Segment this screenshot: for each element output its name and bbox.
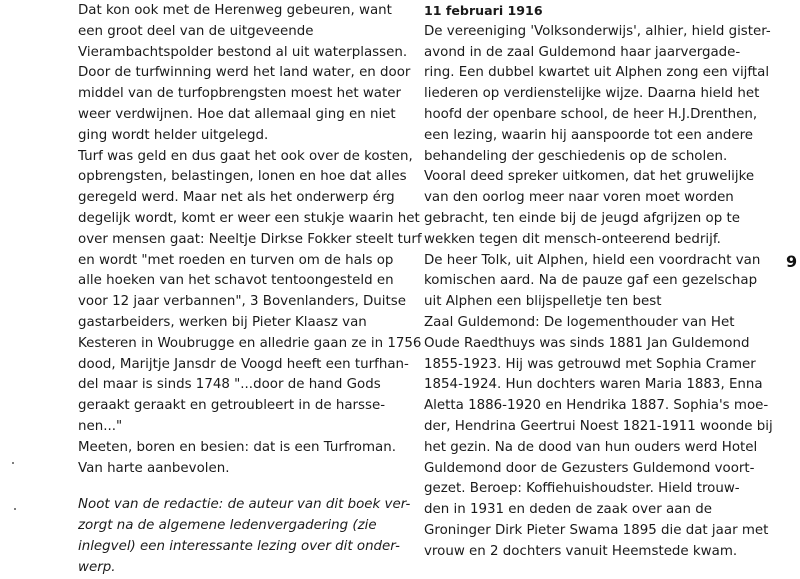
text-line: Dat kon ook met de Herenweg gebeuren, want	[78, 3, 392, 18]
editorial-note	[78, 495, 411, 578]
text-line: Zaal Guldemond: De logementhouder van Het	[424, 314, 735, 330]
text-line: behandeling der geschiedenis op de scholen.	[424, 148, 728, 164]
text-line: De heer Tolk, uit Alphen, hield een voordracht van	[424, 252, 761, 268]
text-line: een groot deel van de uitgeveende	[78, 23, 314, 39]
text-line: over mensen gaat: Neeltje Dirkse Fokker steelt turf	[78, 231, 422, 247]
text-line: den in 1931 en deden de zaak over aan de	[424, 502, 712, 518]
right-column	[424, 0, 773, 563]
note-line: Noot van de redactie: de auteur van dit boek ver-	[78, 497, 411, 513]
text-line: alle hoeken van het schavot tentoongesteld en	[78, 273, 394, 289]
text-line: van den oorlog meer naar voren moet worden	[424, 190, 734, 206]
note-line: inlegvel) een interessante lezing over dit onder-	[78, 538, 400, 554]
paragraph-gap	[78, 479, 396, 495]
text-line: avond in de zaal Guldemond haar jaarvergade-	[424, 44, 741, 60]
text-line: 1854-1924. Hun dochters waren Maria 1883, Enna	[424, 377, 763, 393]
text-line: degelijk wordt, komt er weer een stukje waarin het	[78, 210, 420, 226]
text-line: en wordt "met roeden en turven om de hals op	[78, 252, 394, 268]
text-line: der, Hendrina Geertrui Noest 1821-1911 woonde bij	[424, 418, 773, 434]
text-line: komischen aard. Na de pauze gaf een gezelschap	[424, 273, 758, 289]
text-line: hoofd der openbare school, de heer H.J.Drenthen,	[424, 106, 758, 122]
text-line: Guldemond door de Gezusters Guldemond voort-	[424, 460, 755, 476]
text-line: Vierambachtspolder bestond al uit waterplassen.	[78, 44, 408, 60]
newspaper-excerpt	[424, 22, 773, 563]
note-line: zorgt na de algemene ledenvergadering (zie	[78, 518, 377, 534]
text-line: liederen op verdienstelijke wijze. Daarna hield het	[424, 86, 760, 102]
text-line: ring. Een dubbel kwartet uit Alphen zong een vijftal	[424, 65, 770, 81]
text-line: Door de turfwinning werd het land water, en door	[78, 65, 411, 81]
text-line: geregeld werd. Maar net als het onderwerp érg	[78, 190, 395, 206]
text-line: geraakt geraakt en getroubleert in de harsse-	[78, 398, 386, 414]
left-column	[78, 0, 422, 579]
text-line: een lezing, waarin hij aanspoorde tot een andere	[424, 127, 754, 143]
text-line: Van harte aanbevolen.	[78, 460, 230, 476]
text-line: Meeten, boren en besien: dat is een Turfroman.	[78, 439, 396, 455]
text-line: gastarbeiders, werken bij Pieter Klaasz van	[78, 314, 367, 330]
text-line: De vereeniging 'Volksonderwijs', alhier, hield gister-	[424, 23, 771, 39]
text-line: Turf was geld en dus gaat het ook over de kosten,	[78, 148, 413, 164]
text-line: vrouw en 2 dochters vanuit Heemstede kwam.	[424, 543, 738, 559]
text-line: dood, Marijtje Jansdr de Voogd heeft een turfhan-	[78, 356, 409, 372]
text-line: Oude Raedthuys was sinds 1881 Jan Guldemond	[424, 335, 750, 351]
text-line: del maar is sinds 1748 "...door de hand Gods	[78, 377, 381, 393]
text-line: het gezin. Na de dood van hun ouders werd Hotel	[424, 439, 758, 455]
text-line: voor 12 jaar verbannen", 3 Bovenlanders, Duitse	[78, 294, 406, 310]
review-paragraph	[78, 0, 422, 479]
text-line: wekken tegen dit mensch-onteerend bedrijf.	[424, 231, 721, 247]
text-line: uit Alphen een blijspelletje ten best	[424, 294, 662, 310]
note-line: werp.	[78, 559, 116, 575]
text-line: Aletta 1886-1920 en Hendrika 1887. Sophia's moe-	[424, 398, 769, 414]
text-line: ging wordt helder uitgelegd.	[78, 127, 269, 143]
date-heading: 11 februari 1916	[424, 3, 543, 18]
text-line: opbrengsten, belastingen, lonen en hoe dat alles	[78, 169, 407, 185]
scan-speck	[14, 508, 16, 510]
text-line: 1855-1923. Hij was getrouwd met Sophia Cramer	[424, 356, 756, 372]
text-line: Groninger Dirk Pieter Swama 1895 die dat jaar met	[424, 522, 769, 538]
text-line: Kesteren in Woubrugge en alledrie gaan ze in 1756	[78, 335, 422, 351]
text-line: gebracht, ten einde bij de jeugd afgrijzen op te	[424, 210, 740, 226]
page-number: 9	[786, 252, 798, 271]
text-line: nen..."	[78, 418, 123, 434]
text-line: weer verdwijnen. Hoe dat allemaal ging en niet	[78, 106, 396, 122]
text-line: middel van de turfopbrengsten moest het water	[78, 86, 401, 102]
text-line: Vooral deed spreker uitkomen, dat het gruwelijke	[424, 169, 755, 185]
text-line: gezet. Beroep: Koffiehuishoudster. Hield trouw-	[424, 481, 740, 497]
scan-speck	[12, 462, 14, 464]
